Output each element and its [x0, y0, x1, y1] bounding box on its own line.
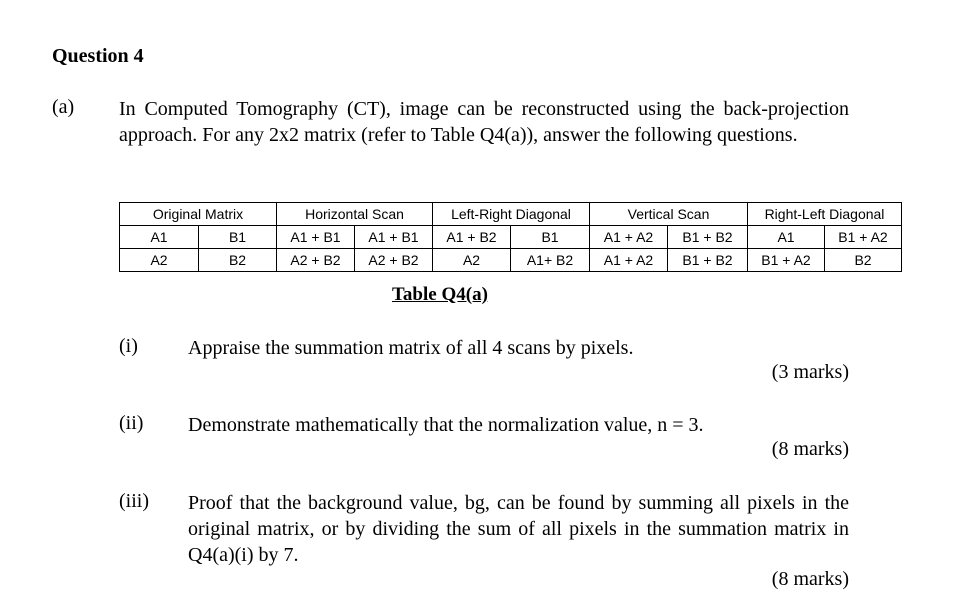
- table-cell: B1: [199, 226, 277, 249]
- subquestion-iii-text: Proof that the background value, bg, can be found by summing all pixels in the original matrix, or by dividing the sum of all pixels in the summation matrix in Q4(a)(i) by 7.: [188, 492, 849, 566]
- table-cell: A1+ B2: [511, 249, 590, 272]
- table-cell: A1: [748, 226, 825, 249]
- header-original-matrix: Original Matrix: [120, 203, 277, 226]
- table-cell: B2: [199, 249, 277, 272]
- table-cell: A1 + A2: [590, 249, 668, 272]
- table-cell: A1 + B2: [433, 226, 511, 249]
- table-cell: B1 + B2: [668, 226, 748, 249]
- table-caption: Table Q4(a): [392, 284, 488, 305]
- subquestion-ii-marks: (8 marks): [771, 438, 849, 460]
- table-cell: B1: [511, 226, 590, 249]
- subquestion-i-marks: (3 marks): [771, 361, 849, 383]
- table-cell: B2: [825, 249, 902, 272]
- table-cell: B1 + A2: [825, 226, 902, 249]
- table-cell: A1 + B1: [355, 226, 433, 249]
- table-cell: A2: [433, 249, 511, 272]
- table-cell: A2 + B2: [355, 249, 433, 272]
- header-horizontal-scan: Horizontal Scan: [277, 203, 433, 226]
- subquestion-iii-marks: (8 marks): [771, 568, 849, 590]
- table-cell: A2: [120, 249, 199, 272]
- scan-table: [119, 202, 902, 272]
- table-row: [120, 249, 902, 272]
- table-cell: B1 + A2: [748, 249, 825, 272]
- table-cell: A1: [120, 226, 199, 249]
- header-left-right-diagonal: Left-Right Diagonal: [433, 203, 590, 226]
- intro-paragraph: In Computed Tomography (CT), image can be reconstructed using the back-projection approach. For any 2x2 matrix (refer to Table Q4(a)), answer the following questions.: [119, 98, 849, 146]
- table-cell: B1 + B2: [668, 249, 748, 272]
- table-cell: A1 + B1: [277, 226, 355, 249]
- subquestion-ii-label: (ii): [119, 412, 144, 434]
- table-cell: A2 + B2: [277, 249, 355, 272]
- table-row: [120, 226, 902, 249]
- question-title: Question 4: [52, 45, 144, 67]
- subquestion-ii-text: Demonstrate mathematically that the normalization value, n = 3.: [188, 414, 704, 436]
- part-label: (a): [52, 96, 75, 118]
- subquestion-iii-label: (iii): [119, 490, 149, 512]
- subquestion-i-label: (i): [119, 335, 138, 357]
- header-right-left-diagonal: Right-Left Diagonal: [748, 203, 902, 226]
- subquestion-i-text: Appraise the summation matrix of all 4 scans by pixels.: [188, 337, 634, 359]
- table-header-row: [120, 203, 902, 226]
- header-vertical-scan: Vertical Scan: [590, 203, 748, 226]
- table-cell: A1 + A2: [590, 226, 668, 249]
